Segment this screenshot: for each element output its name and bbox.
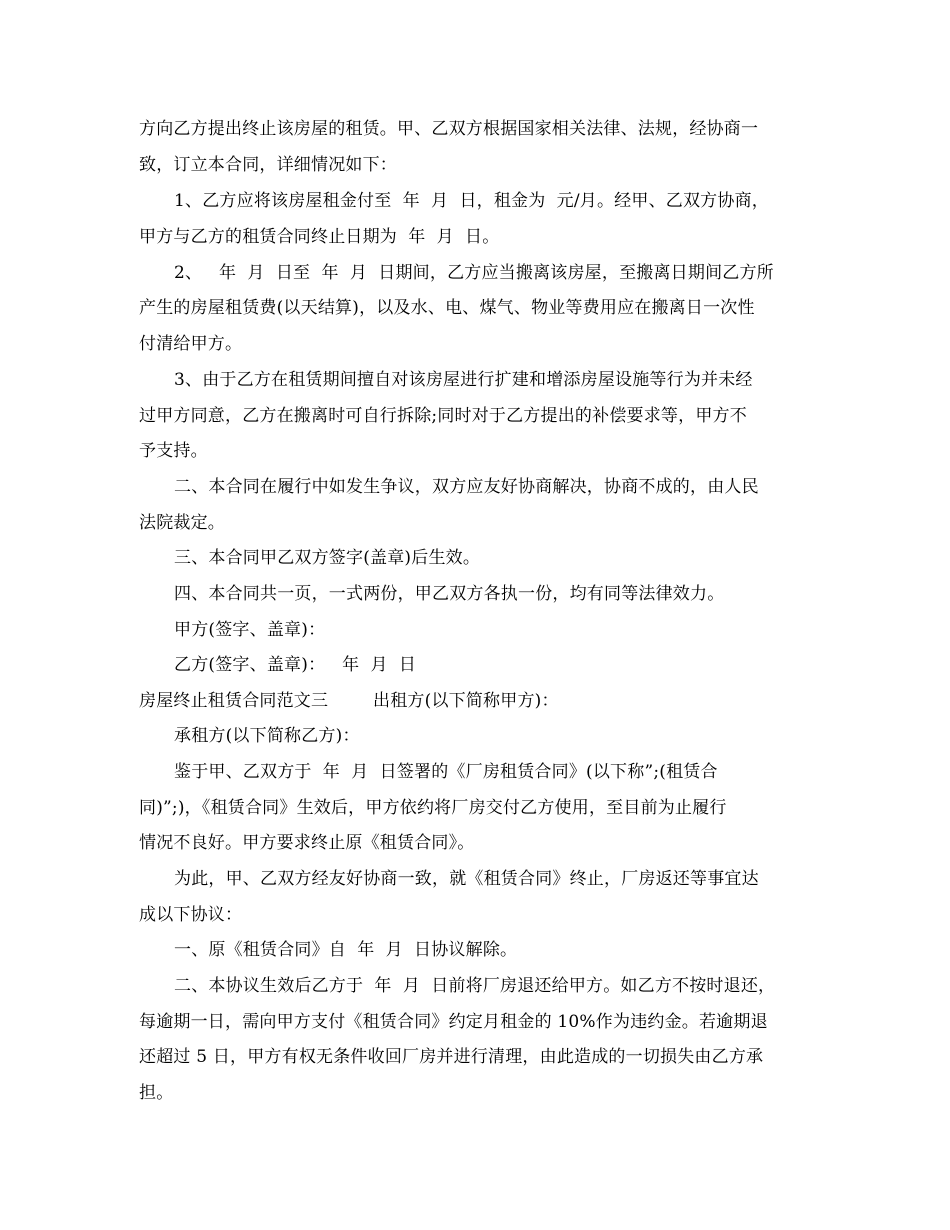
text-line: 方向乙方提出终止该房屋的租赁。甲、乙双方根据国家相关法律、法规，经协商一 [139,119,759,139]
text-line: 鉴于甲、乙双方于 年 月 日签署的《厂房租赁合同》(以下称”;(租赁合 [174,762,718,782]
text-line: 2、 年 月 日至 年 月 日期间，乙方应当搬离该房屋，至搬离日期间乙方所 [174,263,774,283]
text-line: 四、本合同共一页，一式两份，甲乙双方各执一份，均有同等法律效力。 [174,584,725,604]
text-line: 付清给甲方。 [139,334,243,354]
text-line: 1、乙方应将该房屋租金付至 年 月 日，租金为 元/月。经甲、乙双方协商， [174,191,769,211]
text-line: 法院裁定。 [139,513,225,533]
text-line: 二、本合同在履行中如发生争议，双方应友好协商解决，协商不成的，由人民 [174,477,759,497]
text-line: 3、由于乙方在租赁期间擅自对该房屋进行扩建和增添房屋设施等行为并未经 [174,370,753,390]
text-line: 产生的房屋租赁费(以天结算)，以及水、电、煤气、物业等费用应在搬离日一次性 [139,298,755,318]
text-line: 乙方(签字、盖章)： 年 月 日 [174,655,417,675]
text-line: 担。 [139,1083,174,1103]
text-line: 予支持。 [139,441,208,461]
text-line: 三、本合同甲乙双方签字(盖章)后生效。 [174,548,481,568]
text-line: 过甲方同意，乙方在搬离时可自行拆除;同时对于乙方提出的补偿要求等，甲方不 [139,406,747,426]
text-line: 同)”;)，《租赁合同》生效后，甲方依约将厂房交付乙方使用，至目前为止履行 [139,798,727,818]
text-line: 一、原《租赁合同》自 年 月 日协议解除。 [174,940,518,960]
text-line: 二、本协议生效后乙方于 年 月 日前将厂房退还给甲方。如乙方不按时退还， [174,976,776,996]
text-line: 每逾期一日，需向甲方支付《租赁合同》约定月租金的 10%作为违约金。若逾期退 [139,1012,768,1032]
text-line: 为此，甲、乙双方经友好协商一致，就《租赁合同》终止，厂房返还等事宜达 [174,869,759,889]
text-line: 甲方(签字、盖章)： [174,620,326,640]
text-line: 还超过 5 日，甲方有权无条件收回厂房并进行清理，由此造成的一切损失由乙方承 [139,1047,764,1067]
text-line: 致，订立本合同，详细情况如下： [139,155,397,175]
text-line: 甲方与乙方的租赁合同终止日期为 年 月 日。 [139,227,500,247]
text-line: 情况不良好。甲方要求终止原《租赁合同》。 [139,833,475,853]
text-line: 承租方(以下简称乙方)： [174,726,360,746]
text-line: 房屋终止租赁合同范文三 出租方(以下简称甲方)： [139,691,559,711]
text-line: 成以下协议： [139,905,243,925]
